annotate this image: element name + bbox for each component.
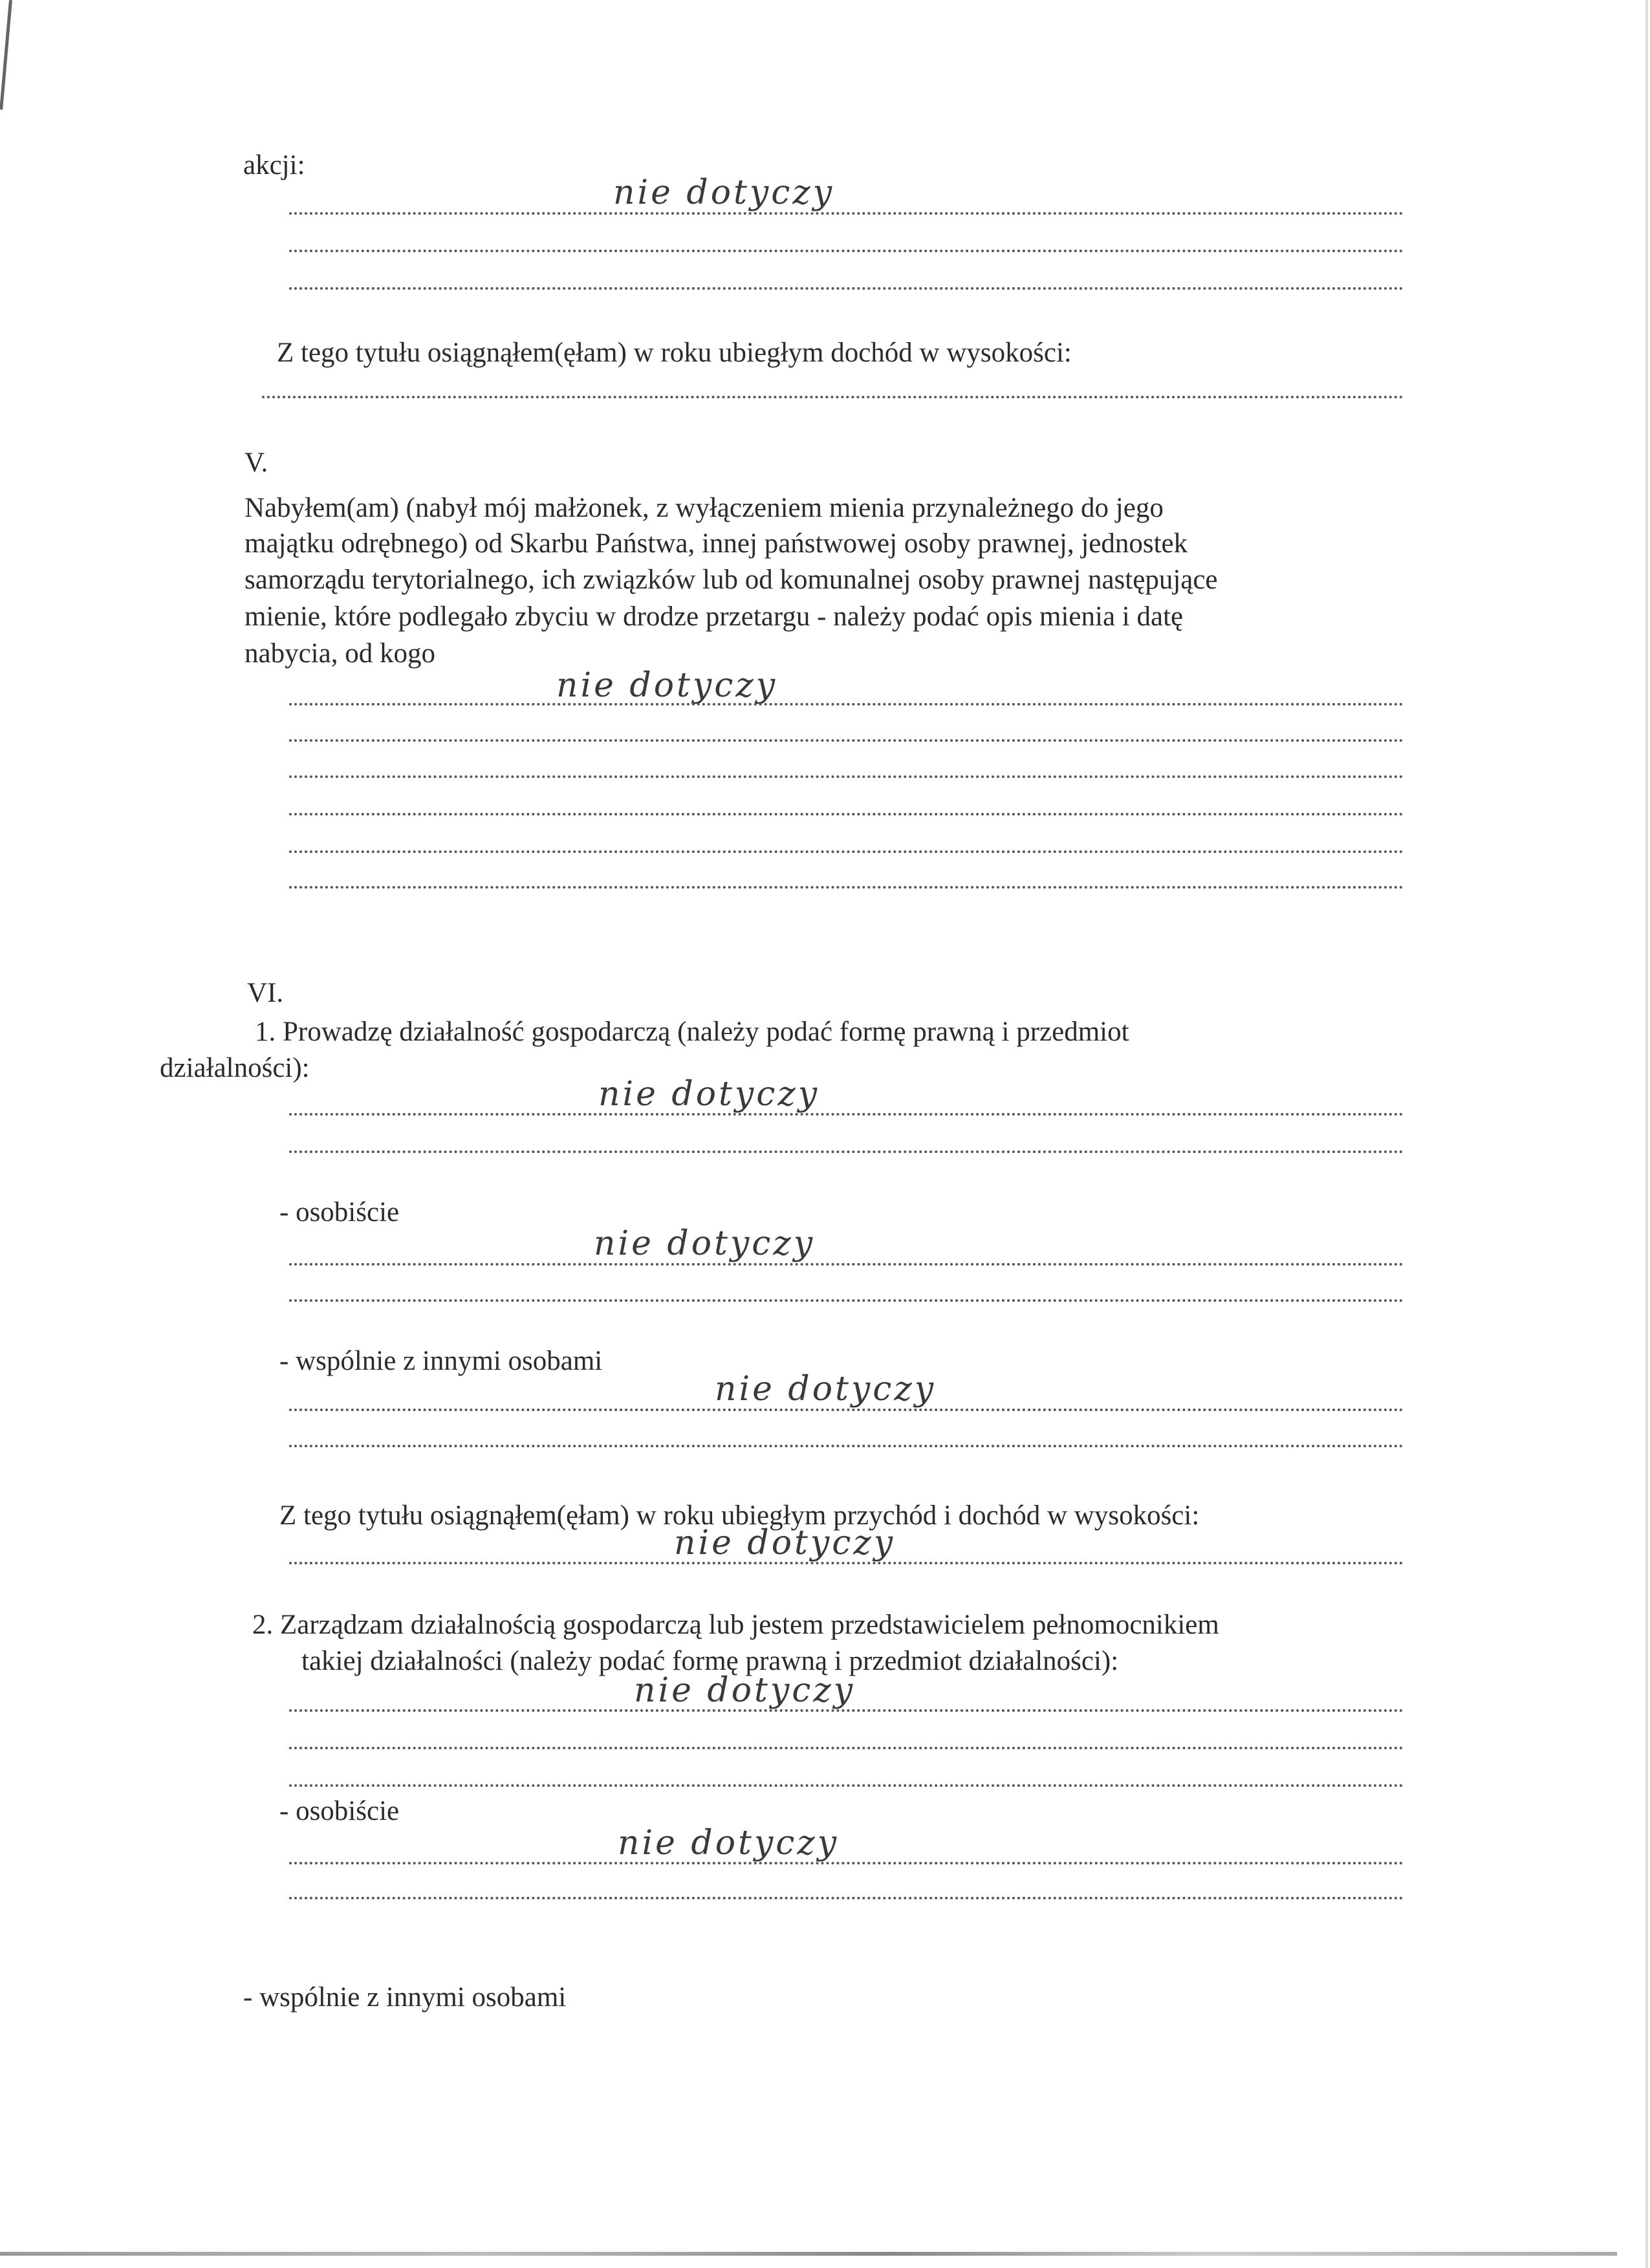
label-akcji: akcji: [243, 150, 305, 180]
dotted-line [289, 1263, 1404, 1266]
dotted-line [289, 886, 1404, 889]
handwritten-answer: nie dotyczy [613, 173, 835, 212]
dotted-line [289, 250, 1404, 252]
handwritten-answer: nie dotyczy [715, 1370, 937, 1409]
dotted-line [289, 1784, 1404, 1787]
dotted-line [289, 1747, 1404, 1749]
dotted-line [289, 775, 1404, 778]
income-label: Z tego tytułu osiągnąłem(ęłam) w roku ubiegłym dochód w wysokości: [277, 338, 1072, 368]
dotted-line [289, 739, 1404, 742]
item-1-text: 1. Prowadzę działalność gospodarczą (należy podać formę prawną i przedmiot [255, 1017, 1129, 1047]
dotted-line [289, 1897, 1404, 1899]
dotted-line [289, 1562, 1404, 1564]
dotted-line [289, 1445, 1404, 1447]
section-v-text: samorządu terytorialnego, ich związków lub od komunalnej osoby prawnej następujące [244, 565, 1218, 595]
dotted-line [289, 1150, 1404, 1153]
item-2-text: 2. Zarządzam działalnością gospodarczą lub jestem przedstawicielem pełnomocnikiem [252, 1610, 1219, 1640]
section-v-text: mienie, które podlegało zbyciu w drodze przetargu - należy podać opis mienia i datę [244, 601, 1184, 632]
scan-bottom-edge [0, 2252, 1617, 2256]
section-v-text: nabycia, od kogo [244, 638, 435, 669]
dotted-line [262, 396, 1404, 398]
dotted-line [289, 212, 1404, 215]
osobiscie-label: - osobiście [279, 1796, 400, 1826]
wspolnie-label: - wspólnie z innymi osobami [279, 1346, 603, 1376]
osobiscie-label: - osobiście [279, 1197, 400, 1227]
handwritten-answer: nie dotyczy [598, 1075, 820, 1114]
dotted-line [289, 703, 1404, 706]
handwritten-answer: nie dotyczy [618, 1824, 840, 1863]
income-label: Z tego tytułu osiągnąłem(ęłam) w roku ubiegłym przychód i dochód w wysokości: [279, 1500, 1200, 1531]
dotted-line [289, 1709, 1404, 1712]
section-v-text: Nabyłem(am) (nabył mój małżonek, z wyłączeniem mienia przynależnego do jego [244, 493, 1164, 523]
dotted-line [289, 1299, 1404, 1302]
item-1-text: działalności): [160, 1053, 310, 1083]
dotted-line [289, 1862, 1404, 1864]
handwritten-answer: nie dotyczy [594, 1224, 816, 1263]
section-v-text: majątku odrębnego) od Skarbu Państwa, innej państwowej osoby prawnej, jednostek [244, 528, 1188, 559]
scan-edge-mark [1645, 0, 1648, 2268]
scan-edge-mark [0, 0, 12, 110]
section-heading-vi: VI. [247, 978, 284, 1008]
handwritten-answer: nie dotyczy [556, 666, 778, 705]
item-2-text: takiej działalności (należy podać formę prawną i przedmiot działalności): [301, 1646, 1119, 1676]
dotted-line [289, 813, 1404, 815]
dotted-line [289, 1409, 1404, 1411]
dotted-line [289, 287, 1404, 290]
handwritten-answer: nie dotyczy [634, 1671, 856, 1710]
wspolnie-label: - wspólnie z innymi osobami [243, 1982, 567, 2013]
dotted-line [289, 1113, 1404, 1116]
section-heading-v: V. [244, 448, 268, 478]
handwritten-answer: nie dotyczy [674, 1524, 896, 1562]
dotted-line [289, 850, 1404, 853]
